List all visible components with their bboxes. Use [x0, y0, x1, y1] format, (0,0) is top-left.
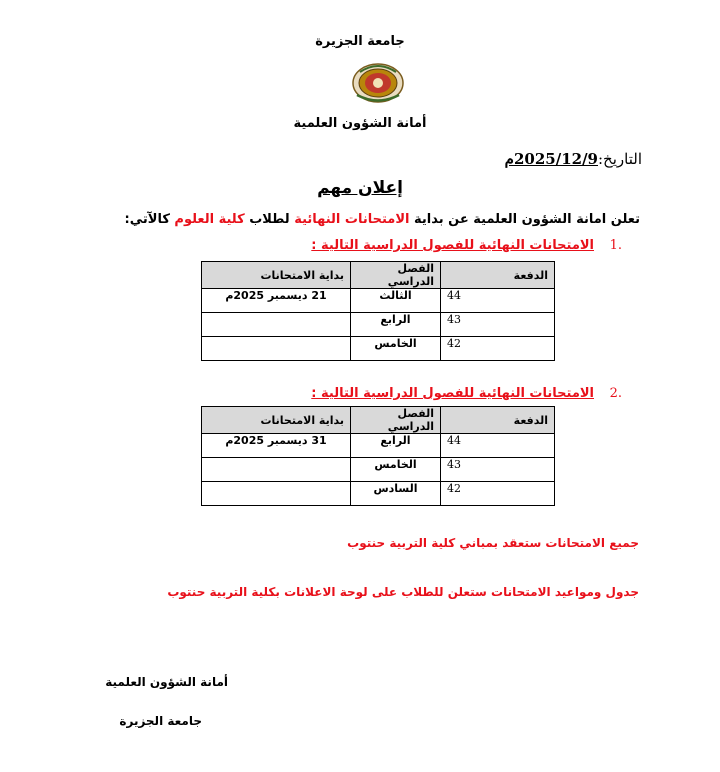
- batch-cell: 44: [441, 434, 555, 458]
- semester-cell: الرابع: [351, 434, 441, 458]
- signature-department: أمانة الشؤون العلمية: [105, 675, 228, 689]
- date-value: 2025/12/9م: [504, 150, 598, 168]
- start-date-cell: 21 ديسمبر 2025م: [202, 289, 351, 313]
- column-header-semester: الفصل الدراسي: [351, 262, 441, 289]
- semester-cell: الرابع: [351, 313, 441, 337]
- column-header-semester: الفصل الدراسي: [351, 407, 441, 434]
- batch-cell: 42: [441, 337, 555, 361]
- batch-cell: 44: [441, 289, 555, 313]
- date-line: [505, 150, 642, 168]
- empty-cell: [202, 313, 351, 337]
- column-header-start: بداية الامتحانات: [202, 407, 351, 434]
- semester-cell: السادس: [351, 482, 441, 506]
- batch-cell: 43: [441, 313, 555, 337]
- intro-paragraph: [125, 212, 640, 227]
- table-row: [202, 337, 555, 361]
- note-exam-venue: جميع الامتحانات ستعقد بمباني كلية التربية حنتوب: [347, 536, 639, 550]
- column-header-start: بداية الامتحانات: [202, 262, 351, 289]
- note-schedule-announcement: جدول ومواعيد الامتحانات ستعلن للطلاب على لوحة الاعلانات بكلية التربية حنتوب: [167, 585, 639, 599]
- intro-text-1: تعلن امانة الشؤون العلمية عن بداية: [409, 212, 640, 227]
- semester-cell: الخامس: [351, 337, 441, 361]
- department-name-header: أمانة الشؤون العلمية: [293, 116, 427, 131]
- announcement-title: إعلان مهم: [317, 178, 403, 198]
- section-1-number: 1.: [609, 238, 622, 253]
- column-header-batch: الدفعة: [441, 407, 555, 434]
- signature-university: جامعة الجزيرة: [119, 714, 202, 728]
- university-seal-logo: [351, 62, 405, 104]
- empty-cell: [202, 458, 351, 482]
- table-row: [202, 289, 555, 313]
- table-row: [202, 482, 555, 506]
- schedule-table-1: [201, 261, 555, 361]
- intro-text-2: لطلاب: [244, 212, 295, 227]
- university-name-header: جامعة الجزيرة: [315, 34, 405, 49]
- schedule-table-2: [201, 406, 555, 506]
- empty-cell: [202, 337, 351, 361]
- column-header-batch: الدفعة: [441, 262, 555, 289]
- date-label: التاريخ:: [598, 150, 642, 168]
- semester-cell: الخامس: [351, 458, 441, 482]
- semester-cell: الثالث: [351, 289, 441, 313]
- table-row: [202, 313, 555, 337]
- empty-cell: [202, 482, 351, 506]
- start-date-cell: 31 ديسمبر 2025م: [202, 434, 351, 458]
- table-header-row: [202, 407, 555, 434]
- table-header-row: [202, 262, 555, 289]
- table-row: [202, 458, 555, 482]
- intro-highlight-exams: الامتحانات النهائية: [294, 212, 410, 227]
- intro-highlight-faculty: كلية العلوم: [174, 212, 245, 227]
- batch-cell: 42: [441, 482, 555, 506]
- batch-cell: 43: [441, 458, 555, 482]
- section-2-heading: الامتحانات النهائية للفصول الدراسية التالية :: [311, 386, 594, 401]
- intro-text-3: كالآتي:: [124, 212, 175, 227]
- section-1-heading: الامتحانات النهائية للفصول الدراسية التالية :: [311, 238, 594, 253]
- table-row: [202, 434, 555, 458]
- section-2-number: 2.: [609, 386, 622, 401]
